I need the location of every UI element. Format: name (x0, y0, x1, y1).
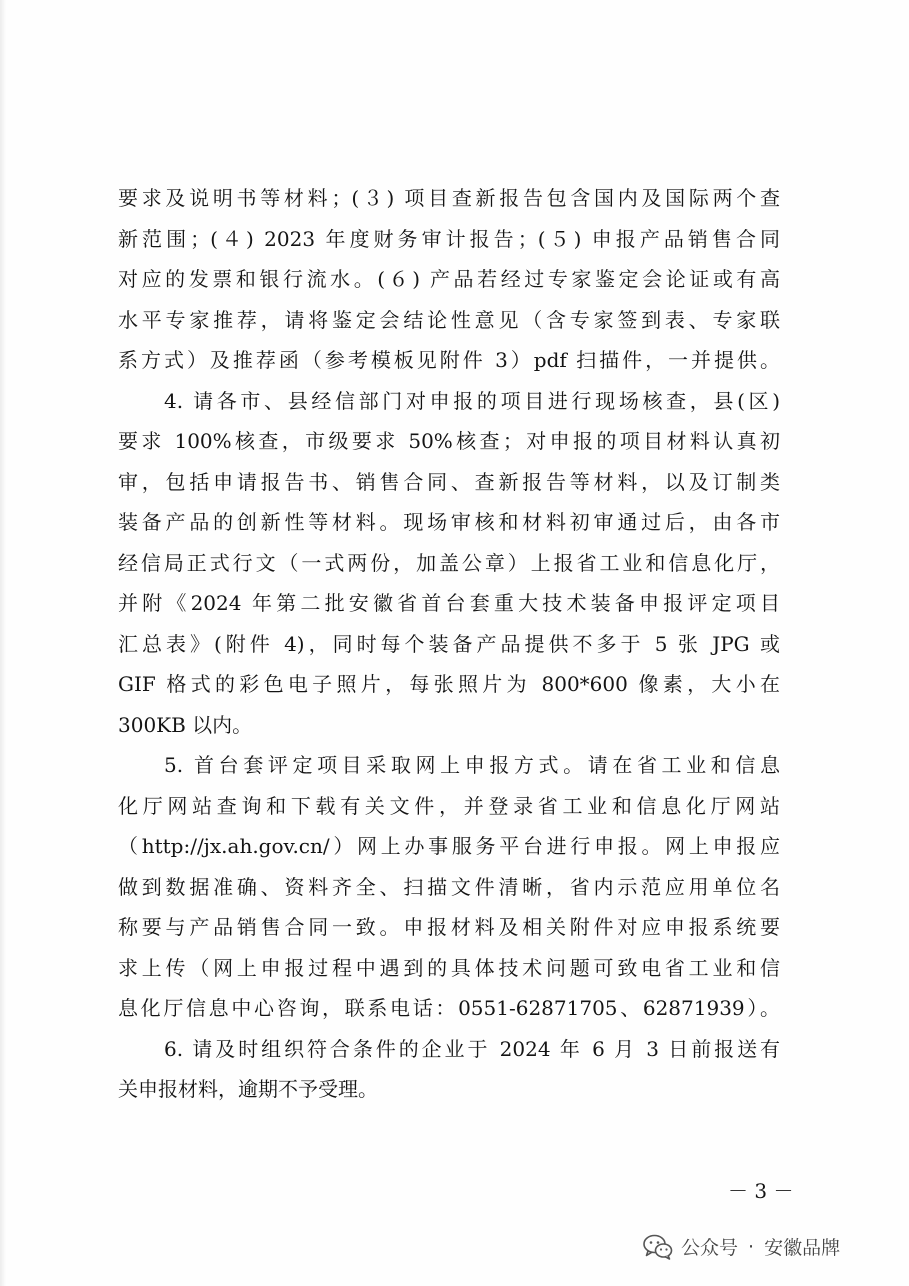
text-line: 汇总表》(附件 4)，同时每个装备产品提供不多于 5 张 JPG 或 (118, 631, 780, 656)
text-line: 要求及说明书等材料；(３) 项目查新报告包含国内及国际两个查 (118, 186, 780, 210)
watermark-account-name: 安徽品牌 (764, 1237, 841, 1259)
text-line: 关申报材料，逾期不予受理。 (118, 1077, 378, 1101)
text-line: 水平专家推荐，请将鉴定会结论性意见（含专家签到表、专家联 (118, 307, 780, 332)
paragraph-4-first-line: 4. 请各市、县经信部门对申报的项目进行现场核查，县(区) (164, 388, 780, 413)
text-line: 300KB 以内。 (118, 712, 253, 737)
watermark-separator: · (748, 1235, 755, 1258)
text-line: 装备产品的创新性等材料。现场审核和材料初审通过后，由各市 (118, 510, 780, 534)
text-line: 新范围；(４) 2023 年度财务审计报告；(５) 申报产品销售合同 (118, 226, 780, 251)
text-line: 要求 100%核查，市级要求 50%核查；对申报的项目材料认真初 (118, 429, 780, 453)
wechat-icon (643, 1234, 673, 1260)
wechat-watermark (643, 1233, 840, 1260)
text-line: 做到数据准确、资料齐全、扫描文件清晰，省内示范应用单位名 (118, 874, 780, 899)
text-line: GIF 格式的彩色电子照片，每张照片为 800*600 像素，大小在 (118, 672, 780, 696)
document-body (118, 178, 780, 1110)
page-number: － 3 － (728, 1179, 794, 1203)
text-line: 对应的发票和银行流水。(６) 产品若经过专家鉴定会论证或有高 (118, 267, 780, 291)
text-line: 并附《2024 年第二批安徽省首台套重大技术装备申报评定项目 (118, 591, 780, 615)
text-line: （http://jx.ah.gov.cn/）网上办事服务平台进行申报。网上申报应 (118, 834, 780, 858)
scan-edge-shadow (0, 0, 6, 1286)
text-line: 求上传（网上申报过程中遇到的具体技术问题可致电省工业和信 (118, 955, 780, 980)
text-line: 经信局正式行文（一式两份，加盖公章）上报省工业和信息化厅， (118, 550, 780, 575)
watermark-account-label: 公众号 (681, 1237, 739, 1259)
text-line: 系方式）及推荐函（参考模板见附件 3）pdf 扫描件，一并提供。 (118, 348, 780, 372)
paragraph-5-first-line: 5. 首台套评定项目采取网上申报方式。请在省工业和信息 (164, 753, 780, 777)
paragraph-6-first-line: 6. 请及时组织符合条件的企业于 2024 年 6 月 3 日前报送有 (164, 1036, 780, 1061)
text-line: 称要与产品销售合同一致。申报材料及相关附件对应申报系统要 (118, 915, 780, 939)
text-line: 审，包括申请报告书、销售合同、查新报告等材料，以及订制类 (118, 469, 780, 494)
text-line: 息化厅信息中心咨询，联系电话：0551-62871705、62871939）。 (118, 996, 780, 1020)
text-line: 化厅网站查询和下载有关文件，并登录省工业和信息化厅网站 (118, 793, 780, 818)
